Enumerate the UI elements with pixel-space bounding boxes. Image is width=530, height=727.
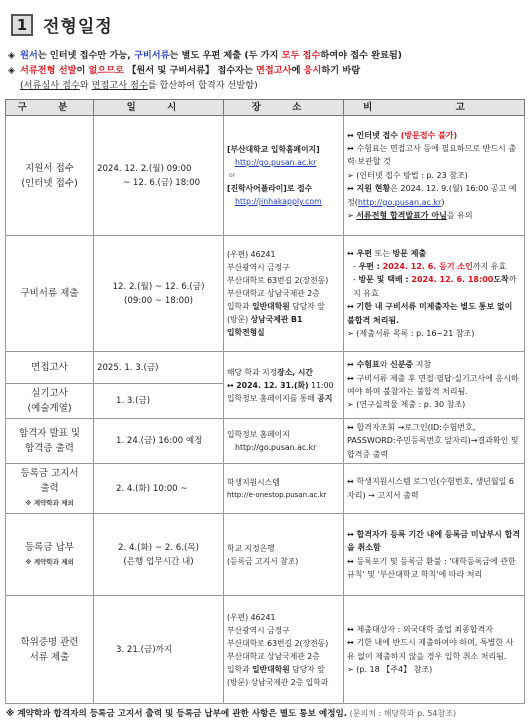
arrow-bullet-icon: ↔ — [347, 143, 357, 153]
date-cell: 3. 21.(금)까지 — [94, 596, 224, 704]
notice-block — [8, 48, 524, 93]
arrow-bullet-icon: ↔ — [347, 423, 357, 432]
arrow-bullet-icon: ↔ — [347, 130, 357, 140]
onestop-link[interactable]: http://e-onestop.pusan.ac.kr — [227, 490, 327, 499]
place-cell: 학교 지정은행 (등록금 고지서 참조) — [224, 514, 344, 596]
place-cell: 해당 학과 지정장소, 시간 ↔ 2024. 12. 31.(화) 11:00 입학정보 홈페이지를 통해 공지 — [224, 352, 344, 419]
arrow-bullet-icon: ↔ — [347, 624, 357, 634]
date-cell: 2025. 1. 3.(금) — [94, 352, 224, 384]
arrow-bullet-icon: ↔ — [347, 248, 357, 258]
diamond-bullet-icon: ◈ — [8, 50, 16, 61]
remarks-cell: ↔ 학생지원시스템 로그인(수험번호, 생년월일 6자리) → 고지서 출력 — [344, 464, 525, 514]
row-label: 구비서류 제출 — [6, 236, 94, 352]
date-cell: 1. 24.(금) 16:00 예정 — [94, 419, 224, 464]
place-cell: 학생지원시스템 http://e-onestop.pusan.ac.kr — [224, 464, 344, 514]
date-cell: 2024. 12. 2.(월) 09:00 ~ 12. 6.(금) 18:00 — [94, 116, 224, 236]
remarks-cell: ↔ 수험표와 신분증 지참 ↔ 구비서류 제출 후 면접·필답·실기고사에 응시하여야 하며 불참자는 불합격 처리됨. ➢ (연구실적물 제출 : p. 30 참조) — [344, 352, 525, 419]
row-label: 등록금 고지서 출력 ※ 계약학과 제외 — [6, 464, 94, 514]
arrow-bullet-icon: ↔ — [347, 556, 357, 566]
column-header: 비 고 — [344, 100, 525, 116]
section-number: 1 — [11, 14, 33, 36]
column-header: 장 소 — [224, 100, 344, 116]
arrow-bullet-icon: ↔ — [347, 373, 357, 383]
remarks-cell: ↔ 합격자가 등록 기간 내에 등록금 미납부시 합격을 취소함 ↔ 등록포기 및 등록금 환불 : '대학등록금에 관한 규칙' 및 '부산대학교 학칙'에 따라 처리 — [344, 514, 525, 596]
column-header: 구 분 — [6, 100, 94, 116]
row-label: 학위증명 관련 서류 제출 — [6, 596, 94, 704]
notice-line-1: ◈ 원서는 인터넷 접수만 가능, 구비서류는 별도 우편 제출 (두 가지 모두 접수하여야 접수 완료됨) — [8, 50, 402, 61]
section-heading — [11, 12, 113, 37]
date-cell: 2. 4.(화) ~ 2. 6.(목) (은행 업무시간 내) — [94, 514, 224, 596]
chevron-bullet-icon: ➢ — [347, 329, 357, 339]
arrow-bullet-icon: ↔ — [227, 380, 237, 390]
chevron-bullet-icon: ➢ — [347, 170, 357, 180]
notice-line-3: (서류심사 접수와 면접고사 점수를 합산하여 합격자 선발함) — [20, 80, 258, 91]
homepage-link[interactable]: http://go.pusan.ac.kr — [235, 158, 317, 167]
table-row — [6, 419, 525, 464]
date-cell: 1. 3.(금) — [94, 384, 224, 419]
table-row — [6, 236, 525, 352]
row-label: 등록금 납부 ※ 계약학과 제외 — [6, 514, 94, 596]
chevron-bullet-icon: ➢ — [347, 211, 357, 221]
remarks-cell: ↔ 합격자조회 →로그인(ID:수험번호, PASSWORD:주민등록번호 앞자리)→결과확인 및 합격증 출력 — [344, 419, 525, 464]
place-cell: (우편) 46241 부산광역시 금정구 부산대학로 63번길 2(장전동) 부산대학교 상남국제관 2층 입학과 일반대학원 담당자 앞 (방문) 상남국제관 2층 입학과 — [224, 596, 344, 704]
table-row — [6, 464, 525, 514]
date-cell: 2. 4.(화) 10:00 ~ — [94, 464, 224, 514]
homepage-link[interactable]: http://go.pusan.ac.kr — [235, 443, 317, 453]
dash-bullet-icon: - — [353, 261, 359, 271]
dash-bullet-icon: - — [353, 275, 359, 285]
arrow-bullet-icon: ↔ — [347, 477, 357, 487]
chevron-bullet-icon: ➢ — [347, 400, 357, 410]
section-title: 전형일정 — [43, 17, 113, 37]
footer-note: ※ 계약학과 합격자의 등록금 고지서 출력 및 등록금 납부에 관한 사항은 별도 통보 예정임. (문의처 : 해당학과 p. 54참조) — [6, 709, 457, 719]
table-row — [6, 116, 525, 236]
row-label: 면접고사 — [6, 352, 94, 384]
schedule-table — [5, 99, 525, 704]
remarks-cell: ↔ 인터넷 접수 (방문접수 불가) ↔ 수험표는 면접고사 등에 필요하므로 반드시 출력·보관할 것 ➢ (인터넷 접수 방법 : p. 23 참조) ↔ 지원 현황은 2024. 12. 9.(월) 16:00 공고 예정(http://go.pusan.ac.kr) ➢ 서류전형 합격발표가 아님을 유의 — [344, 116, 525, 236]
date-cell: 12. 2.(월) ~ 12. 6.(금) (09:00 ~ 18:00) — [94, 236, 224, 352]
row-label: 실기고사 (예술계열) — [6, 384, 94, 419]
place-cell: (우편) 46241 부산광역시 금정구 부산대학로 63번길 2(장전동) 부산대학교 상남국제관 2층 입학과 일반대학원 담당자 앞 (방문) 상남국제관 B1 입학전형실 — [224, 236, 344, 352]
arrow-bullet-icon: ↔ — [347, 360, 357, 370]
table-row — [6, 514, 525, 596]
table-row — [6, 352, 525, 384]
arrow-bullet-icon: ↔ — [347, 529, 357, 539]
arrow-bullet-icon: ↔ — [347, 184, 357, 194]
table-header-row — [6, 100, 525, 116]
notice-line-2: ◈ 서류전형 선발이 없으므로 【원서 및 구비서류】 접수자는 면접고사에 응시하기 바람 — [8, 65, 361, 76]
jinhak-apply-link[interactable]: http://jinhakapply.com — [235, 197, 322, 206]
remarks-cell: ↔ 제출대상자 : 외국대학 졸업 최종합격자 ↔ 기한 내에 반드시 제출하여야 하며, 특별한 사유 없이 제출하지 않을 경우 입학 취소 처리됨. ➢ (p. 18 【주4】 참조) — [344, 596, 525, 704]
table-row — [6, 596, 525, 704]
chevron-bullet-icon: ➢ — [347, 665, 357, 675]
arrow-bullet-icon: ↔ — [347, 638, 357, 648]
diamond-bullet-icon: ◈ — [8, 65, 16, 76]
place-cell: 입학정보 홈페이지 http://go.pusan.ac.kr — [224, 419, 344, 464]
row-label: 합격자 발표 및 합격증 출력 — [6, 419, 94, 464]
row-label: 지원서 접수 (인터넷 접수) — [6, 116, 94, 236]
column-header: 일 시 — [94, 100, 224, 116]
place-cell: [부산대학교 입학홈페이지] http://go.pusan.ac.kr or [진학사어플라이]로 접수 http://jinhakapply.com — [224, 116, 344, 236]
remarks-cell: ↔ 우편 또는 방문 제출 - 우편 : 2024. 12. 6. 등기 소인까지 유효 - 방문 및 택배 : 2024. 12. 6. 18:00도착까지 유효 ↔ 기한 내 구비서류 미제출자는 별도 통보 없이 불합격 처리됨. ➢ (제출서류 목록 : p. 16~21 참조) — [344, 236, 525, 352]
result-link[interactable]: http://go.pusan.ac.kr — [357, 197, 442, 207]
arrow-bullet-icon: ↔ — [347, 302, 357, 312]
